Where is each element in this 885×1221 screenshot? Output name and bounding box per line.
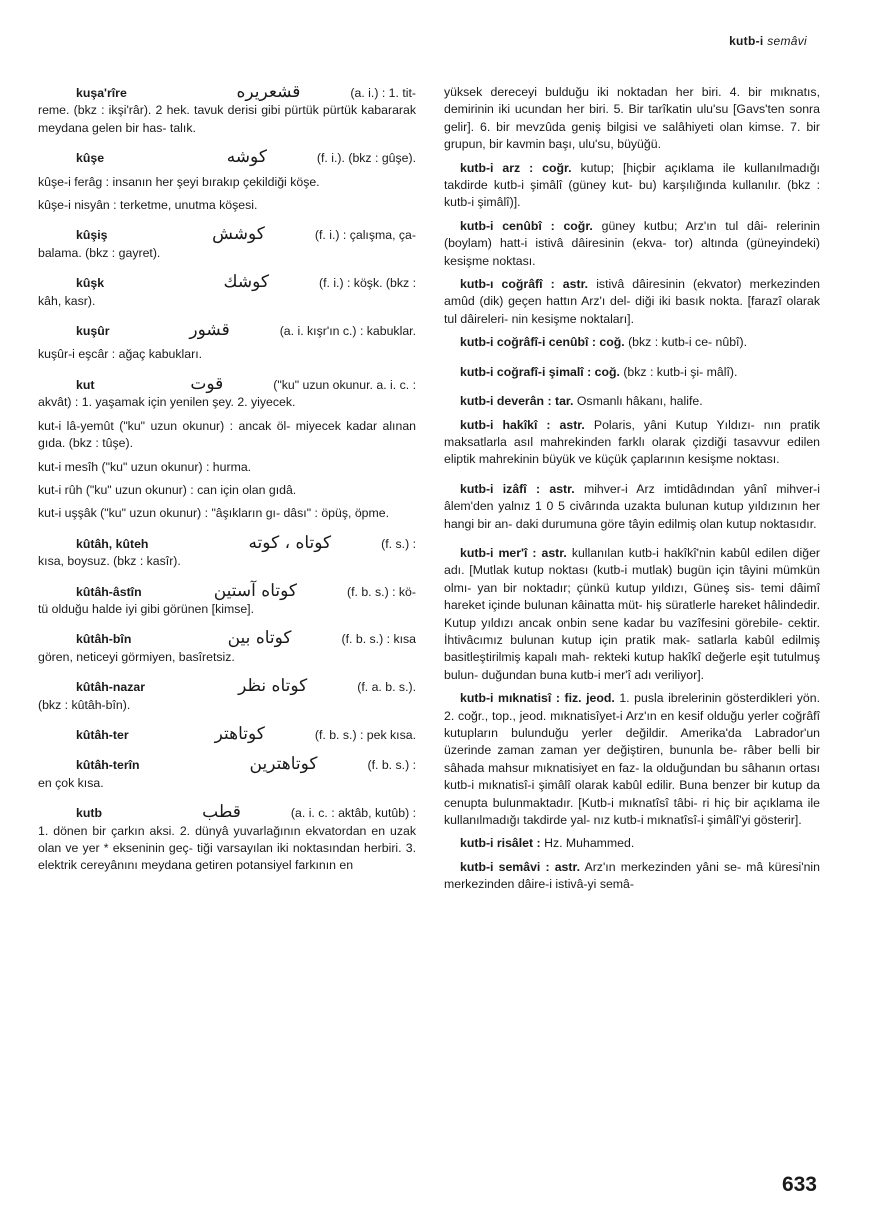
dictionary-entry [444,481,820,533]
entry-headword: kuşa'rîre [76,86,127,100]
entry-arabic-script: قوت [190,373,224,394]
entry-definition: kutup; [hiçbir açıklama ile kullanılmadığı takdirde kutb-i şimâlî (güney kut- bu) karşılığında kullanılır. (bkz : kutb-i şimâlî)]. [444,160,820,210]
dictionary-entry [444,393,820,410]
entry-head-row [38,149,416,167]
entry-arabic-script: كوتاه بين [227,628,292,649]
entry-definition: Hz. Muhammed. [544,836,635,851]
entry-head-row [38,804,416,822]
entry-grammar: (a. i.) : 1. tit- [350,86,416,100]
entry-definition: 1. pusla ibrelerinin gösterdikleri yön. 2. coğr., top., jeod. mıknatisîyet-i Arz'ın en kesif olduğu yerler coğrâfî kutupların bulunduğu yerler değildir. Amerika'da Labrador'un üzerinde zaman zaman yer değiştiren, bununla be- râber belli bir sâhada mahsur mıknatisiyet en faz- la olduğundan bu sâhanın ortası kutb-i mıknatisî-i şimâlî olarak kabûl edilir. Buna benzer bir kutup da cenupta bulunmaktadır. [Kutb-i mıknatîsî tâbi- ri hiç bir açıklama ile kullanılmadığı takdirde yal- nız kutb-i mıknatîsî-i şimâlî'yi gösterir]. [444,691,820,828]
dictionary-entry [38,373,416,412]
entry-grammar: (f. b. s.) : kısa [341,632,416,647]
entry-arabic-script: كوتاهتر [214,723,265,744]
entry-headword: kûtâh-nazar [76,680,146,695]
subentry-text: kûşe-i ferâg : insanın her şeyi bırakıp çekildiği köşe. [38,174,320,189]
subentry-text: kut-i uşşâk ("ku" uzun okunur) : "âşıkların gı- dâsı" : öpüş, öpme. [38,506,389,521]
entry-grammar: (f. a. b. s.). [357,680,416,695]
left-column [38,84,416,881]
dictionary-entry [38,532,416,571]
entry-headword: kutb-i coğrâfî-i cenûbî : coğ. [460,335,625,350]
page-number: 633 [781,1173,817,1196]
entry-headword: kutb-i mer'î : astr. [460,545,567,560]
dictionary-entry [38,274,416,310]
continued-definition: yüksek dereceyi bulduğu iki noktadan her biri. 4. bir mıknatıs, demirinin iki ucundan her biri. 5. Bir tarîkatin ulu'su [Gavs'ten sonra gelir]. 6. bir mevzûda geniş bilgisi ve salâhiyeti olan kimse. 7. bir grupun, bir kavmin başı, ulu'su, büyüğü. [444,85,820,152]
dictionary-subentry [38,174,416,191]
entry-head-row [38,84,416,102]
subentry-text: kut-i lâ-yemût ("ku" uzun okunur) : ancak öl- miyecek kadar alınan gıda. (bkz : tûşe). [38,418,416,451]
entry-grammar: (f. i.). (bkz : gûşe). [316,151,416,166]
entry-definition: gören, neticeyi görmiyen, basîretsiz. [38,649,235,664]
entry-definition: Arz'ın merkezinden yâni se- mâ küresi'nin merkezinden dâire-i istivâ-yi semâ- [444,859,820,892]
entry-headword: kûşk [76,276,105,291]
entry-grammar: (f. b. s.) : pek kısa. [314,727,416,742]
entry-definition: (bkz : kutb-i ce- nûbî). [628,335,747,350]
entry-definition: güney kutbu; Arz'ın tul dâi- relerinin (boylam) hatt-i istivâ dâiresinin (ekva- tor) altında (güneyindeki) kesişme noktası. [444,218,820,268]
entry-headword: kutb-i hakîkî : astr. [460,417,585,432]
entry-definition: kullanılan kutb-i hakîkî'nin kabûl edilen diğer adı. [Mutlak kutup noktası (kutb-i mutlak) bugün için tâyini mümkün olmı- yan bir noktadır; çünkü kutup yıldızı, Güneş sis- temi dâimî hareket içinde bulunan kâinatta müt- hiş süratlerle hareket hâlindedir. Kutup yıldızı ancak onbin sene kadar bu vazîfesini görebile- cektir. İhtivâcımız bulunan kutup için pratik mak- satlarla kabûl edilmiş basitleştirilmiş kapalı mah- rekteki kutup hakîkî değerle eşit tutulmuş bulun- duğundan buna kutb-i mer'î adı veriliyor]. [444,545,821,682]
entry-arabic-script: قشعريره [236,82,301,102]
running-head-word: kutb-i [729,34,764,48]
dictionary-entry [444,364,820,381]
subentry-text: kut-i rûh ("ku" uzun okunur) : can için olan gıdâ. [38,482,297,497]
dictionary-entry [444,690,820,829]
entry-grammar: (a. i. kışr'ın c.) : kabuklar. [279,324,416,339]
dictionary-entry [38,723,416,744]
entry-head-row [38,373,416,394]
entry-arabic-script: كوتاهترين [249,754,318,775]
entry-arabic-script: كوتاه آستين [213,580,297,601]
entry-grammar: ("ku" uzun okunur. a. i. c. : [273,377,416,392]
dictionary-subentry [38,459,416,476]
dictionary-entry [444,334,820,351]
entry-headword: kûtâh-ter [76,727,129,742]
entry-headword: kûtâh-âstîn [76,584,142,599]
dictionary-subentry [38,505,416,522]
dictionary-entry [444,276,820,328]
entry-headword: kûtâh-terîn [76,758,140,773]
dictionary-entry [38,678,416,714]
entry-headword: kutb-i semâvi : astr. [460,859,581,874]
dictionary-entry [38,84,416,137]
entry-head-row [38,723,416,744]
dictionary-entry [38,580,416,619]
entry-definition: (bkz : kûtâh-bîn). [38,697,131,712]
entry-headword: kûtâh-bîn [76,632,132,647]
entry-headword: kutb-i arz : coğr. [460,160,572,175]
entry-headword: kutb-i izâfî : astr. [460,481,575,496]
dictionary-entry [38,322,416,340]
entry-head-row [38,580,416,601]
entry-headword: kut [76,377,95,392]
entry-arabic-script: كوشه [226,147,267,168]
entry-headword: kutb-i cenûbî : coğr. [460,218,593,233]
entry-arabic-script: قطب [202,802,241,823]
entry-arabic-script: قشور [189,320,230,341]
entry-head-row [38,226,416,244]
right-column [444,84,820,900]
dictionary-entry [38,756,416,792]
subentry-text: kut-i mesîh ("ku" uzun okunur) : hurma. [38,459,252,474]
entry-headword: kûtâh, kûteh [76,536,149,551]
entry-head-row [38,630,416,648]
dictionary-entry [444,417,820,469]
entry-headword: kutb-i coğrafî-i şimalî : coğ. [460,364,620,379]
entry-grammar: (f. s.) : [381,536,416,551]
entry-headword: kuşûr [76,324,110,339]
dictionary-entry [38,630,416,666]
entry-definition: balama. (bkz : gayret). [38,245,161,260]
subentry-text: kuşûr-i eşcâr : ağaç kabukları. [38,347,203,362]
entry-definition: Polaris, yâni Kutup Yıldızı- nın pratik maksatlarla asıl mahrekinden farklı olarak çizdiği tasavvur edilen eliptik mahrekinin büyük ve küçük çaplarının kesişme noktası. [444,417,820,467]
entry-definition: tü olduğu halde iyi gibi görünen [kimse]. [38,601,255,616]
entry-definition: reme. (bkz : ikşi'râr). 2 hek. tavuk derisi gibi pürtük pürtük kabararak meydana gelen bir has- talık. [38,103,416,135]
entry-head-row [38,678,416,696]
entry-headword: kutb-i deverân : tar. [460,394,574,409]
entry-definition: akvât) : 1. yaşamak için yenilen şey. 2. yiyecek. [38,395,296,410]
entry-head-row [38,532,416,553]
dictionary-subentry [38,482,416,499]
entry-grammar: (f. i.) : köşk. (bkz : [318,276,416,291]
entry-definition: 1. dönen bir çarkın aksi. 2. dünyâ yuvarlağının ekvatordan en uzak olan ve yer * ekseninin geç- tiği varsayılan iki noktasından herbiri. 3. elektrik cereyânını meydana getiren potansiyel farkının en [38,823,416,873]
subentry-text: kûşe-i nisyân : terketme, unutma köşesi. [38,198,258,213]
entry-grammar: (a. i. c. : aktâb, kutûb) : [290,806,416,821]
entry-definition: Osmanlı hâkanı, halife. [576,394,703,409]
entry-grammar: (f. i.) : çalışma, ça- [314,228,416,243]
dictionary-entry [38,804,416,875]
entry-headword: kûşiş [76,228,108,243]
running-head [729,34,807,48]
entry-headword: kûşe [76,151,105,166]
entry-definition: en çok kısa. [38,775,104,790]
dictionary-entry [38,149,416,167]
entry-headword: kutb-ı coğrâfî : astr. [460,277,589,292]
entry-head-row [38,274,416,292]
dictionary-entry [444,545,820,684]
entry-arabic-script: كوشش [212,224,265,245]
entry-definition: mihver-i Arz imtidâdından yânî mihver-i âlem'den yalnız 1 0 5 civârında uzakta bulunan kutup yıldızının her hangi bir an- daki durumuna göre tâyin edilmiş olan kutup noktasıdır. [444,481,820,531]
dictionary-entry [444,218,820,270]
entry-head-row [38,756,416,774]
entry-arabic-script: كوتاه ، كوته [248,532,332,553]
entry-head-row [38,322,416,340]
entry-grammar: (f. b. s.) : [367,758,416,773]
entry-headword: kutb-i mıknatisî : fiz. jeod. [460,691,615,706]
entry-definition: (bkz : kutb-i şi- mâlî). [623,364,738,379]
entry-arabic-script: كوتاه نظر [238,676,308,697]
entry-headword: kutb [76,806,102,821]
dictionary-entry [38,226,416,262]
dictionary-entry [444,160,820,212]
entry-definition: kısa, boysuz. (bkz : kasîr). [38,554,181,569]
entry-grammar: (f. b. s.) : kö- [346,584,416,599]
dictionary-subentry [38,197,416,214]
entry-arabic-script: كوشك [223,272,269,293]
running-head-rest: semâvi [767,34,807,48]
dictionary-entry [444,859,820,894]
dictionary-entry [444,835,820,852]
entry-headword: kutb-i risâlet : [460,836,541,851]
dictionary-subentry [38,418,416,453]
entry-definition: istivâ dâiresinin (ekvator) merkezinden amûd (dik) geçen hattın Arz'ı del- diği iki basık nokta. [farazî olarak tul dâireleri- nin kesişme noktaları]. [444,277,821,326]
dictionary-subentry [38,346,416,363]
entry-definition: kâh, kasr). [38,293,96,308]
